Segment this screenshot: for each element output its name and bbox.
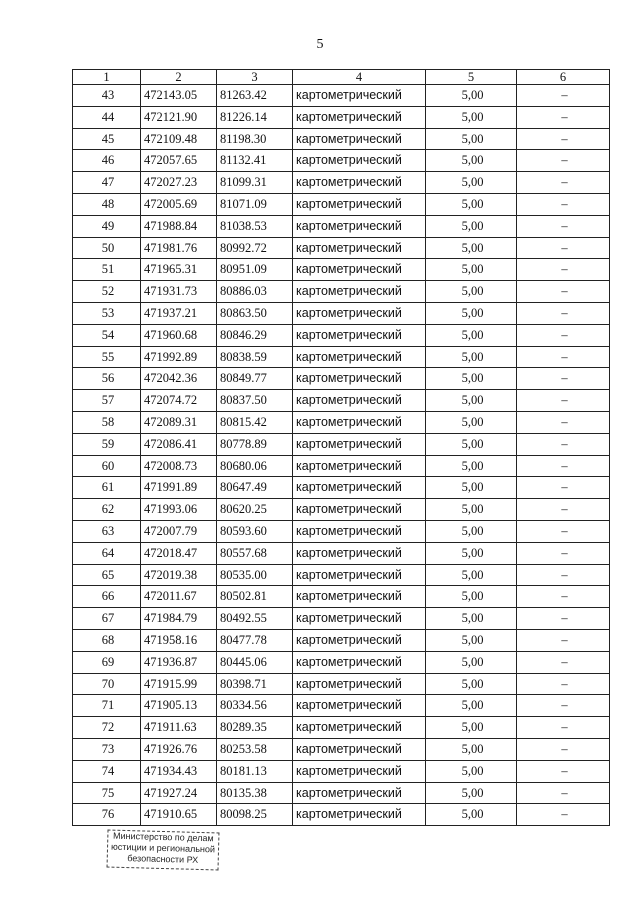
y-coordinate-cell: 80886.03 <box>217 281 293 303</box>
method-cell: картометрический <box>293 586 426 608</box>
y-coordinate-cell: 80838.59 <box>217 346 293 368</box>
remark-cell: – <box>517 564 610 586</box>
x-coordinate-cell: 472074.72 <box>141 390 217 412</box>
accuracy-cell: 5,00 <box>426 302 517 324</box>
point-number-cell: 61 <box>73 477 141 499</box>
accuracy-cell: 5,00 <box>426 433 517 455</box>
x-coordinate-cell: 471993.06 <box>141 499 217 521</box>
x-coordinate-cell: 471988.84 <box>141 215 217 237</box>
remark-cell: – <box>517 717 610 739</box>
method-cell: картометрический <box>293 542 426 564</box>
table-row <box>73 782 610 804</box>
method-cell: картометрический <box>293 499 426 521</box>
method-cell: картометрический <box>293 346 426 368</box>
point-number-cell: 64 <box>73 542 141 564</box>
point-number-cell: 49 <box>73 215 141 237</box>
y-coordinate-cell: 80837.50 <box>217 390 293 412</box>
y-coordinate-cell: 80849.77 <box>217 368 293 390</box>
method-cell: картометрический <box>293 172 426 194</box>
accuracy-cell: 5,00 <box>426 324 517 346</box>
point-number-cell: 45 <box>73 128 141 150</box>
stamp-line: юстиции и региональной <box>110 841 216 855</box>
x-coordinate-cell: 471910.65 <box>141 804 217 826</box>
x-coordinate-cell: 472121.90 <box>141 106 217 128</box>
table-row <box>73 302 610 324</box>
ministry-stamp <box>107 830 220 871</box>
remark-cell: – <box>517 455 610 477</box>
table-row <box>73 738 610 760</box>
remark-cell: – <box>517 85 610 107</box>
accuracy-cell: 5,00 <box>426 259 517 281</box>
accuracy-cell: 5,00 <box>426 150 517 172</box>
point-number-cell: 54 <box>73 324 141 346</box>
method-cell: картометрический <box>293 215 426 237</box>
remark-cell: – <box>517 542 610 564</box>
table-row <box>73 608 610 630</box>
remark-cell: – <box>517 324 610 346</box>
table-row <box>73 172 610 194</box>
x-coordinate-cell: 471905.13 <box>141 695 217 717</box>
point-number-cell: 56 <box>73 368 141 390</box>
x-coordinate-cell: 471984.79 <box>141 608 217 630</box>
accuracy-cell: 5,00 <box>426 128 517 150</box>
point-number-cell: 74 <box>73 760 141 782</box>
y-coordinate-cell: 80535.00 <box>217 564 293 586</box>
column-header: 2 <box>141 70 217 85</box>
x-coordinate-cell: 471960.68 <box>141 324 217 346</box>
accuracy-cell: 5,00 <box>426 804 517 826</box>
y-coordinate-cell: 80502.81 <box>217 586 293 608</box>
accuracy-cell: 5,00 <box>426 651 517 673</box>
x-coordinate-cell: 472086.41 <box>141 433 217 455</box>
x-coordinate-cell: 471931.73 <box>141 281 217 303</box>
point-number-cell: 52 <box>73 281 141 303</box>
y-coordinate-cell: 80492.55 <box>217 608 293 630</box>
coordinates-table <box>72 69 610 826</box>
accuracy-cell: 5,00 <box>426 411 517 433</box>
point-number-cell: 60 <box>73 455 141 477</box>
x-coordinate-cell: 472007.79 <box>141 520 217 542</box>
remark-cell: – <box>517 237 610 259</box>
table-row <box>73 346 610 368</box>
point-number-cell: 58 <box>73 411 141 433</box>
method-cell: картометрический <box>293 477 426 499</box>
remark-cell: – <box>517 259 610 281</box>
y-coordinate-cell: 80778.89 <box>217 433 293 455</box>
remark-cell: – <box>517 390 610 412</box>
y-coordinate-cell: 81099.31 <box>217 172 293 194</box>
accuracy-cell: 5,00 <box>426 281 517 303</box>
table-row <box>73 85 610 107</box>
method-cell: картометрический <box>293 782 426 804</box>
y-coordinate-cell: 81038.53 <box>217 215 293 237</box>
accuracy-cell: 5,00 <box>426 738 517 760</box>
y-coordinate-cell: 81132.41 <box>217 150 293 172</box>
method-cell: картометрический <box>293 411 426 433</box>
table-header-row <box>73 70 610 85</box>
accuracy-cell: 5,00 <box>426 368 517 390</box>
point-number-cell: 67 <box>73 608 141 630</box>
method-cell: картометрический <box>293 717 426 739</box>
method-cell: картометрический <box>293 390 426 412</box>
table-row <box>73 542 610 564</box>
accuracy-cell: 5,00 <box>426 717 517 739</box>
table-row <box>73 760 610 782</box>
table-row <box>73 281 610 303</box>
point-number-cell: 48 <box>73 193 141 215</box>
remark-cell: – <box>517 477 610 499</box>
point-number-cell: 53 <box>73 302 141 324</box>
method-cell: картометрический <box>293 106 426 128</box>
table-row <box>73 804 610 826</box>
x-coordinate-cell: 471992.89 <box>141 346 217 368</box>
accuracy-cell: 5,00 <box>426 782 517 804</box>
x-coordinate-cell: 471934.43 <box>141 760 217 782</box>
point-number-cell: 62 <box>73 499 141 521</box>
y-coordinate-cell: 80951.09 <box>217 259 293 281</box>
accuracy-cell: 5,00 <box>426 172 517 194</box>
table-row <box>73 586 610 608</box>
remark-cell: – <box>517 128 610 150</box>
method-cell: картометрический <box>293 695 426 717</box>
accuracy-cell: 5,00 <box>426 477 517 499</box>
accuracy-cell: 5,00 <box>426 215 517 237</box>
table-row <box>73 717 610 739</box>
x-coordinate-cell: 471958.16 <box>141 629 217 651</box>
remark-cell: – <box>517 673 610 695</box>
y-coordinate-cell: 80181.13 <box>217 760 293 782</box>
table-row <box>73 695 610 717</box>
point-number-cell: 63 <box>73 520 141 542</box>
remark-cell: – <box>517 193 610 215</box>
method-cell: картометрический <box>293 193 426 215</box>
column-header: 1 <box>73 70 141 85</box>
accuracy-cell: 5,00 <box>426 673 517 695</box>
accuracy-cell: 5,00 <box>426 346 517 368</box>
method-cell: картометрический <box>293 455 426 477</box>
page-number: 5 <box>316 37 324 52</box>
point-number-cell: 73 <box>73 738 141 760</box>
point-number-cell: 47 <box>73 172 141 194</box>
x-coordinate-cell: 472005.69 <box>141 193 217 215</box>
remark-cell: – <box>517 302 610 324</box>
y-coordinate-cell: 80620.25 <box>217 499 293 521</box>
table-row <box>73 368 610 390</box>
table-row <box>73 433 610 455</box>
remark-cell: – <box>517 520 610 542</box>
x-coordinate-cell: 472109.48 <box>141 128 217 150</box>
x-coordinate-cell: 471937.21 <box>141 302 217 324</box>
method-cell: картометрический <box>293 433 426 455</box>
method-cell: картометрический <box>293 804 426 826</box>
x-coordinate-cell: 472019.38 <box>141 564 217 586</box>
x-coordinate-cell: 472027.23 <box>141 172 217 194</box>
method-cell: картометрический <box>293 760 426 782</box>
x-coordinate-cell: 471911.63 <box>141 717 217 739</box>
method-cell: картометрический <box>293 128 426 150</box>
table-row <box>73 564 610 586</box>
point-number-cell: 50 <box>73 237 141 259</box>
point-number-cell: 65 <box>73 564 141 586</box>
point-number-cell: 57 <box>73 390 141 412</box>
accuracy-cell: 5,00 <box>426 608 517 630</box>
remark-cell: – <box>517 738 610 760</box>
remark-cell: – <box>517 411 610 433</box>
point-number-cell: 43 <box>73 85 141 107</box>
point-number-cell: 71 <box>73 695 141 717</box>
method-cell: картометрический <box>293 150 426 172</box>
accuracy-cell: 5,00 <box>426 586 517 608</box>
accuracy-cell: 5,00 <box>426 193 517 215</box>
y-coordinate-cell: 80863.50 <box>217 302 293 324</box>
y-coordinate-cell: 80445.06 <box>217 651 293 673</box>
remark-cell: – <box>517 804 610 826</box>
y-coordinate-cell: 80477.78 <box>217 629 293 651</box>
point-number-cell: 69 <box>73 651 141 673</box>
table-row <box>73 193 610 215</box>
x-coordinate-cell: 471915.99 <box>141 673 217 695</box>
remark-cell: – <box>517 586 610 608</box>
stamp-line: безопасности РХ <box>127 853 199 865</box>
accuracy-cell: 5,00 <box>426 499 517 521</box>
remark-cell: – <box>517 281 610 303</box>
y-coordinate-cell: 80289.35 <box>217 717 293 739</box>
x-coordinate-cell: 472018.47 <box>141 542 217 564</box>
remark-cell: – <box>517 760 610 782</box>
remark-cell: – <box>517 106 610 128</box>
table-row <box>73 237 610 259</box>
point-number-cell: 76 <box>73 804 141 826</box>
table-row <box>73 499 610 521</box>
column-header: 5 <box>426 70 517 85</box>
y-coordinate-cell: 80647.49 <box>217 477 293 499</box>
table-row <box>73 390 610 412</box>
remark-cell: – <box>517 433 610 455</box>
point-number-cell: 46 <box>73 150 141 172</box>
x-coordinate-cell: 471981.76 <box>141 237 217 259</box>
stamp-line: Министерство по делам <box>112 830 214 844</box>
method-cell: картометрический <box>293 368 426 390</box>
method-cell: картометрический <box>293 673 426 695</box>
table-row <box>73 629 610 651</box>
x-coordinate-cell: 471965.31 <box>141 259 217 281</box>
y-coordinate-cell: 80593.60 <box>217 520 293 542</box>
y-coordinate-cell: 81226.14 <box>217 106 293 128</box>
table-row <box>73 215 610 237</box>
point-number-cell: 68 <box>73 629 141 651</box>
y-coordinate-cell: 80846.29 <box>217 324 293 346</box>
accuracy-cell: 5,00 <box>426 106 517 128</box>
table-row <box>73 128 610 150</box>
accuracy-cell: 5,00 <box>426 629 517 651</box>
method-cell: картометрический <box>293 564 426 586</box>
accuracy-cell: 5,00 <box>426 564 517 586</box>
point-number-cell: 66 <box>73 586 141 608</box>
point-number-cell: 51 <box>73 259 141 281</box>
y-coordinate-cell: 80680.06 <box>217 455 293 477</box>
method-cell: картометрический <box>293 302 426 324</box>
column-header: 4 <box>293 70 426 85</box>
remark-cell: – <box>517 346 610 368</box>
x-coordinate-cell: 471991.89 <box>141 477 217 499</box>
table-row <box>73 259 610 281</box>
remark-cell: – <box>517 215 610 237</box>
remark-cell: – <box>517 782 610 804</box>
point-number-cell: 75 <box>73 782 141 804</box>
y-coordinate-cell: 81198.30 <box>217 128 293 150</box>
y-coordinate-cell: 80398.71 <box>217 673 293 695</box>
x-coordinate-cell: 472143.05 <box>141 85 217 107</box>
method-cell: картометрический <box>293 237 426 259</box>
column-header: 6 <box>517 70 610 85</box>
remark-cell: – <box>517 608 610 630</box>
accuracy-cell: 5,00 <box>426 455 517 477</box>
method-cell: картометрический <box>293 281 426 303</box>
y-coordinate-cell: 80815.42 <box>217 411 293 433</box>
y-coordinate-cell: 81263.42 <box>217 85 293 107</box>
method-cell: картометрический <box>293 520 426 542</box>
x-coordinate-cell: 471926.76 <box>141 738 217 760</box>
table-row <box>73 651 610 673</box>
x-coordinate-cell: 472011.67 <box>141 586 217 608</box>
accuracy-cell: 5,00 <box>426 237 517 259</box>
table-row <box>73 324 610 346</box>
table-row <box>73 520 610 542</box>
remark-cell: – <box>517 172 610 194</box>
method-cell: картометрический <box>293 259 426 281</box>
table-row <box>73 411 610 433</box>
y-coordinate-cell: 80253.58 <box>217 738 293 760</box>
method-cell: картометрический <box>293 324 426 346</box>
y-coordinate-cell: 80135.38 <box>217 782 293 804</box>
x-coordinate-cell: 472057.65 <box>141 150 217 172</box>
remark-cell: – <box>517 150 610 172</box>
accuracy-cell: 5,00 <box>426 390 517 412</box>
x-coordinate-cell: 472089.31 <box>141 411 217 433</box>
method-cell: картометрический <box>293 85 426 107</box>
x-coordinate-cell: 471927.24 <box>141 782 217 804</box>
x-coordinate-cell: 472008.73 <box>141 455 217 477</box>
remark-cell: – <box>517 651 610 673</box>
remark-cell: – <box>517 368 610 390</box>
table-row <box>73 477 610 499</box>
point-number-cell: 55 <box>73 346 141 368</box>
accuracy-cell: 5,00 <box>426 520 517 542</box>
remark-cell: – <box>517 695 610 717</box>
column-header: 3 <box>217 70 293 85</box>
accuracy-cell: 5,00 <box>426 695 517 717</box>
table-row <box>73 455 610 477</box>
method-cell: картометрический <box>293 651 426 673</box>
method-cell: картометрический <box>293 608 426 630</box>
point-number-cell: 44 <box>73 106 141 128</box>
point-number-cell: 72 <box>73 717 141 739</box>
x-coordinate-cell: 471936.87 <box>141 651 217 673</box>
table-row <box>73 106 610 128</box>
table-row <box>73 673 610 695</box>
accuracy-cell: 5,00 <box>426 85 517 107</box>
remark-cell: – <box>517 629 610 651</box>
y-coordinate-cell: 80098.25 <box>217 804 293 826</box>
point-number-cell: 70 <box>73 673 141 695</box>
accuracy-cell: 5,00 <box>426 760 517 782</box>
accuracy-cell: 5,00 <box>426 542 517 564</box>
x-coordinate-cell: 472042.36 <box>141 368 217 390</box>
remark-cell: – <box>517 499 610 521</box>
y-coordinate-cell: 80557.68 <box>217 542 293 564</box>
y-coordinate-cell: 80334.56 <box>217 695 293 717</box>
point-number-cell: 59 <box>73 433 141 455</box>
table-row <box>73 150 610 172</box>
y-coordinate-cell: 81071.09 <box>217 193 293 215</box>
y-coordinate-cell: 80992.72 <box>217 237 293 259</box>
method-cell: картометрический <box>293 629 426 651</box>
method-cell: картометрический <box>293 738 426 760</box>
